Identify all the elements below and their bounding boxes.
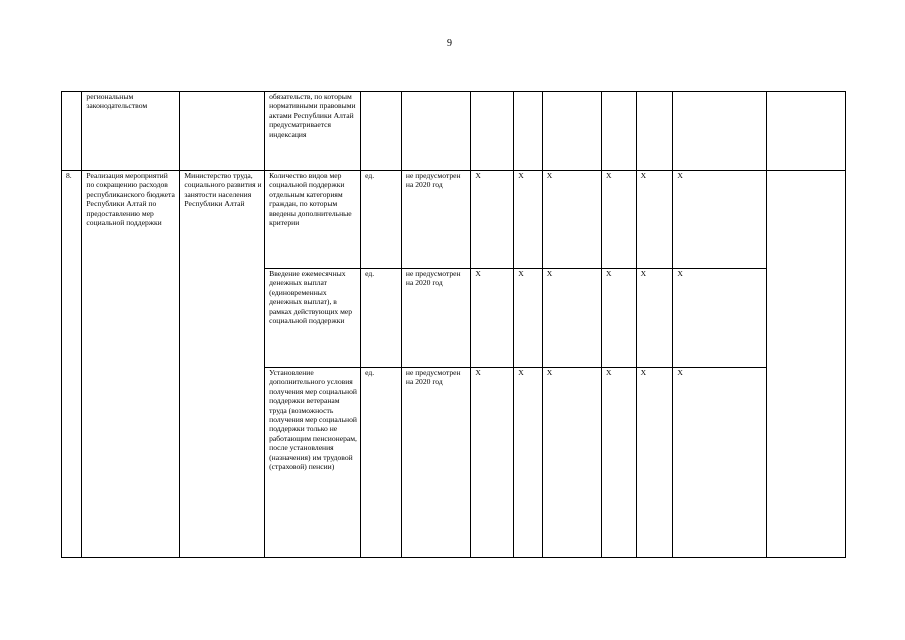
x-mark-cell: X <box>601 171 636 269</box>
x-mark-cell: X <box>673 368 767 558</box>
x-mark-cell: X <box>514 269 543 368</box>
x-mark-cell: X <box>471 171 514 269</box>
x-mark-cell: X <box>542 269 601 368</box>
number-cell <box>62 92 82 171</box>
x-mark-cell: X <box>601 368 636 558</box>
table-row <box>62 171 846 269</box>
x-mark-cell: X <box>673 171 767 269</box>
x-mark-cell: X <box>542 368 601 558</box>
extra-cell <box>767 92 846 171</box>
value-cell <box>514 92 543 171</box>
x-mark-cell: X <box>601 269 636 368</box>
base-value-cell: не предусмотрен на 2020 год <box>401 171 470 269</box>
x-mark-cell: X <box>471 368 514 558</box>
x-mark-cell: X <box>514 171 543 269</box>
value-cell <box>471 92 514 171</box>
x-mark-cell: X <box>514 368 543 558</box>
x-mark-cell: X <box>636 269 673 368</box>
executor-cell: Министерство труда, социального развития и занятости населения Республики Алтай <box>180 171 265 558</box>
value-cell <box>542 92 601 171</box>
base-value-cell: не предусмотрен на 2020 год <box>401 368 470 558</box>
unit-cell: ед. <box>361 269 402 368</box>
x-mark-cell: X <box>471 269 514 368</box>
number-cell: 8. <box>62 171 82 558</box>
x-mark-cell: X <box>542 171 601 269</box>
value-cell <box>636 92 673 171</box>
indicator-cell: обязательств, по которым нормативными правовыми актами Республики Алтай предусматривается индексация <box>265 92 361 171</box>
indicator-cell: Количество видов мер социальной поддержки отдельным категориям граждан, по которым введены дополнительные критерии <box>265 171 361 269</box>
unit-cell <box>361 92 402 171</box>
unit-cell: ед. <box>361 368 402 558</box>
value-cell <box>673 92 767 171</box>
base-value-cell <box>401 92 470 171</box>
unit-cell: ед. <box>361 171 402 269</box>
measures-table <box>61 91 846 558</box>
page-number: 9 <box>447 38 452 49</box>
table-row-continuation <box>62 92 846 171</box>
measure-name-cell: региональным законодательством <box>82 92 180 171</box>
indicator-cell: Введение ежемесячных денежных выплат (единовременных денежных выплат), в рамках действующих мер социальной поддержки <box>265 269 361 368</box>
value-cell <box>601 92 636 171</box>
x-mark-cell: X <box>673 269 767 368</box>
x-mark-cell: X <box>636 171 673 269</box>
x-mark-cell: X <box>636 368 673 558</box>
executor-cell <box>180 92 265 171</box>
extra-cell <box>767 171 846 558</box>
measure-name-cell: Реализация мероприятий по сокращению расходов республиканского бюджета Республики Алтай по предоставлению мер социальной поддержки <box>82 171 180 558</box>
indicator-cell: Установление дополнительного условия получения мер социальной поддержки ветеранам труда (возможность получения мер социальной поддержки только не работающим пенсионерам, после установления (назначения) им трудовой (страховой) пенсии) <box>265 368 361 558</box>
base-value-cell: не предусмотрен на 2020 год <box>401 269 470 368</box>
